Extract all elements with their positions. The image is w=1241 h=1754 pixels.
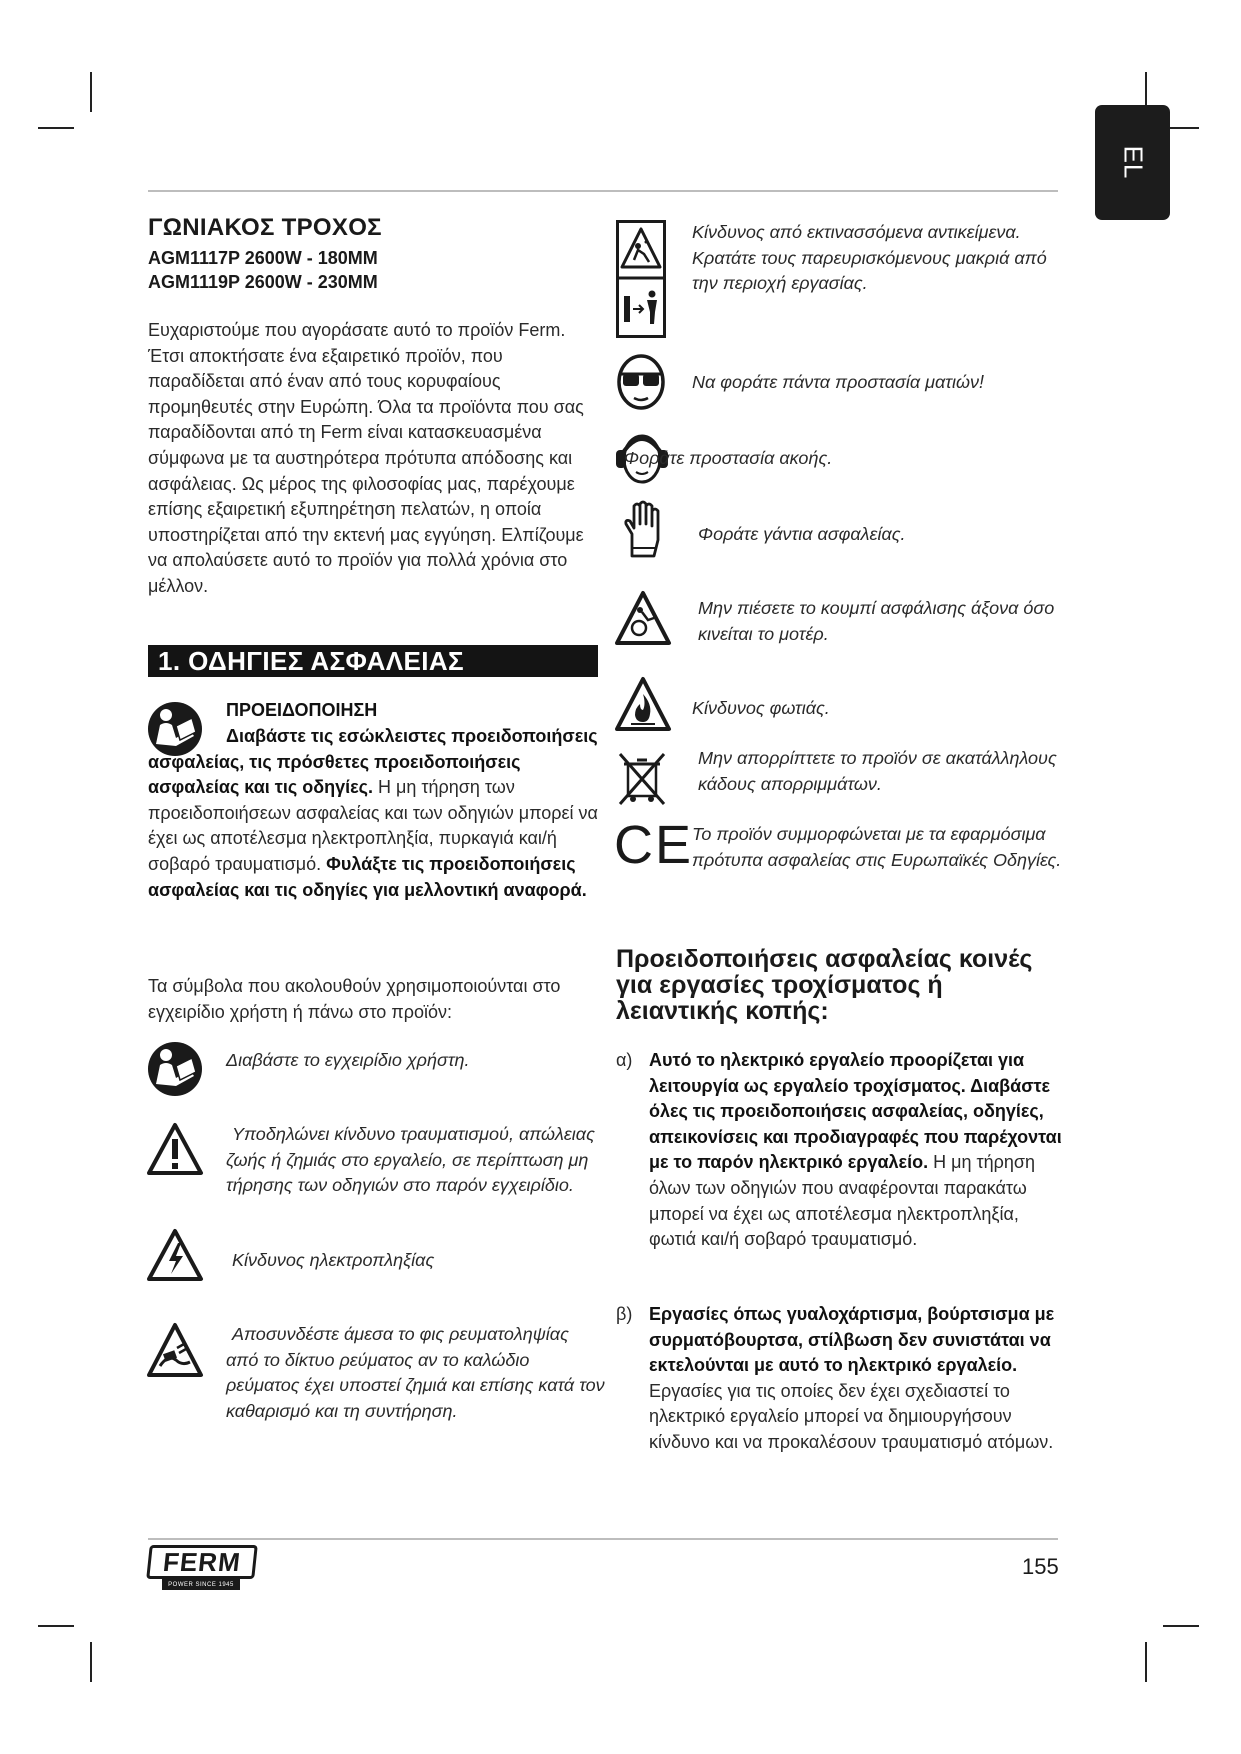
- symbol-text-bin: Μην απορρίπτετε το προϊόν σε ακατάλληλους κάδους απορριμμάτων.: [698, 748, 1057, 794]
- section-title: 1. ΟΔΗΓΙΕΣ ΑΣΦΑΛΕΙΑΣ: [148, 645, 598, 677]
- warning-triangle-icon: [146, 1122, 204, 1176]
- list-item-text: Εργασίες για τις οποίες δεν έχει σχεδιαστεί το ηλεκτρικό εργαλείο μπορεί να δημιουργήσουν κίνδυνο και να προκαλέσουν τραυματισμό ατόμων.: [649, 1380, 1054, 1452]
- symbol-text-eyes: Να φοράτε πάντα προστασία ματιών!: [692, 372, 985, 392]
- symbol-text-spindle: Μην πιέσετε το κουμπί ασφάλισης άξονα όσο κινείται το μοτέρ.: [698, 598, 1055, 644]
- logo-tagline: POWER SINCE 1945: [168, 1581, 234, 1588]
- symbol-text-manual: Διαβάστε το εγχειρίδιο χρήστη.: [226, 1050, 470, 1070]
- fire-hazard-icon: [614, 676, 672, 732]
- list-item-a: [616, 1048, 1072, 1278]
- footer-rule: [148, 1538, 1058, 1540]
- logo-wordmark: FERM: [161, 1546, 243, 1577]
- crop-mark: [1163, 1625, 1199, 1627]
- flying-objects-icon: [616, 220, 666, 338]
- symbol-text-injury: Υποδηλώνει κίνδυνο τραυματισμού, απώλειας ζωής ή ζημιάς στο εργαλείο, σε περίπτωση μη τήρησης των οδηγιών στο παρόν εγχειρίδιο.: [226, 1124, 595, 1195]
- symbol-text-gloves: Φοράτε γάντια ασφαλείας.: [698, 524, 906, 544]
- symbol-text-fire: Κίνδυνος φωτιάς.: [692, 698, 830, 718]
- list-marker: α): [616, 1050, 633, 1070]
- crop-mark: [90, 1642, 92, 1682]
- wheelie-bin-crossed-icon: [616, 750, 668, 808]
- gloves-icon: [622, 500, 666, 560]
- intro-paragraph: [148, 318, 600, 600]
- symbol-text-flying: Κίνδυνος από εκτινασσόμενα αντικείμενα. Κρατάτε τους παρευρισκόμενους μακριά από την περιοχή εργασίας.: [692, 222, 1047, 293]
- list-marker: β): [616, 1304, 633, 1324]
- warning-heading: ΠΡΟΕΙΔΟΠΟΙΗΣΗ: [226, 700, 378, 720]
- warning-bold-1: Διαβάστε τις εσώκλειστες προειδοποιήσεις ασφαλείας, τις πρόσθετες προειδοποιήσεις ασφαλείας και τις οδηγίες.: [148, 726, 598, 798]
- model-line-1: AGM1117P 2600W - 180MM: [148, 248, 378, 268]
- eye-protection-icon: [614, 354, 668, 410]
- warning-text-1: Η μη τήρηση των προειδοποιήσεων ασφαλείας και των οδηγιών μπορεί να έχει ως αποτέλεσμα ηλεκτροπληξία, πυρκαγιά και/ή σοβαρό τραυματισμό.: [148, 777, 598, 874]
- unplug-icon: [146, 1322, 204, 1380]
- crop-mark: [38, 127, 74, 129]
- read-manual-icon: [146, 1040, 204, 1098]
- spindle-lock-icon: [614, 590, 672, 646]
- crop-mark: [1145, 1642, 1147, 1682]
- symbol-text-electric: Κίνδυνος ηλεκτροπληξίας: [232, 1250, 435, 1270]
- list-item-bold: Αυτό το ηλεκτρικό εργαλείο προορίζεται για λειτουργία ως εργαλείο τροχίσματος. Διαβάστε όλες τις προειδοποιήσεις ασφαλείας, οδηγίες, απεικονίσεις και προδιαγραφές που παρέχονται με το παρόν ηλεκτρικό εργαλείο.: [649, 1050, 1062, 1173]
- warning-paragraph: [148, 724, 600, 903]
- list-item-b: [616, 1302, 1072, 1502]
- section-heading: Προειδοποιήσεις ασφαλείας κοινές για εργασίες τροχίσματος ή λειαντικής κοπής:: [616, 945, 1033, 1025]
- crop-mark: [90, 72, 92, 112]
- list-item-content: [649, 1302, 1069, 1456]
- language-tab: [1095, 105, 1170, 220]
- ferm-logo: [148, 1545, 256, 1591]
- symbol-text-ce: Το προϊόν συμμορφώνεται με τα εφαρμόσιμα πρότυπα ασφαλείας στις Ευρωπαϊκές Οδηγίες.: [692, 824, 1062, 870]
- list-item-bold: Εργασίες όπως γυαλοχάρτισμα, βούρτσισμα με συρματόβουρτσα, στίλβωση δεν συνιστάται να εκτελούνται με αυτό το ηλεκτρικό εργαλείο.: [649, 1304, 1055, 1376]
- header-rule: [148, 190, 1058, 192]
- symbols-intro: Τα σύμβολα που ακολουθούν χρησιμοποιούνται στο εγχειρίδιο χρήστη ή πάνω στο προϊόν:: [148, 976, 561, 1022]
- warning-bold-2: Φυλάξτε τις προειδοποιήσεις ασφαλείας και τις οδηγίες για μελλοντική αναφορά.: [148, 853, 587, 900]
- page-number: 155: [1022, 1554, 1059, 1579]
- language-tab-label: EL: [1118, 145, 1148, 180]
- electric-shock-icon: [146, 1228, 204, 1282]
- page-title: ΓΩΝΙΑΚΟΣ ΤΡΟΧΟΣ: [148, 214, 382, 241]
- symbol-text-unplug: Αποσυνδέστε άμεσα το φις ρευματοληψίας από το δίκτυο ρεύματος αν το καλώδιο ρεύματος έχει υποστεί ζημιά και επίσης κατά τον καθαρισμό και τη συντήρηση.: [226, 1324, 605, 1421]
- list-item-text: Η μη τήρηση όλων των οδηγιών που αναφέρονται παρακάτω μπορεί να έχει ως αποτέλεσμα ηλεκτροπληξία, φωτιά και/ή σοβαρό τραυματισμό.: [649, 1152, 1035, 1250]
- list-item-content: [649, 1048, 1069, 1253]
- model-line-2: AGM1119P 2600W - 230MM: [148, 272, 378, 292]
- intro-text: Ευχαριστούμε που αγοράσατε αυτό το προϊόν Ferm. Έτσι αποκτήσατε ένα εξαιρετικό προϊόν, που παραδίδεται από έναν από τους κορυφαίους προμηθευτές στην Ευρώπη. Όλα τα προϊόντα που σας παραδίδονται από τη Ferm είναι κατασκευασμένα σύμφωνα με τα αυστηρότερα πρότυπα απόδοσης και ασφάλειας. Ως μέρος της φιλοσοφίας μας, παρέχουμε επίσης εξαιρετική εξυπηρέτηση πελατών, η οποία υποστηρίζεται από την εκτενή μας εγγύηση. Ελπίζουμε να απολαύσετε αυτό το προϊόν για πολλά χρόνια στο μέλλον.: [148, 320, 584, 596]
- symbol-text-ears: Φοράτε προστασία ακοής.: [624, 448, 833, 468]
- crop-mark: [38, 1625, 74, 1627]
- ce-mark: CE: [614, 815, 694, 875]
